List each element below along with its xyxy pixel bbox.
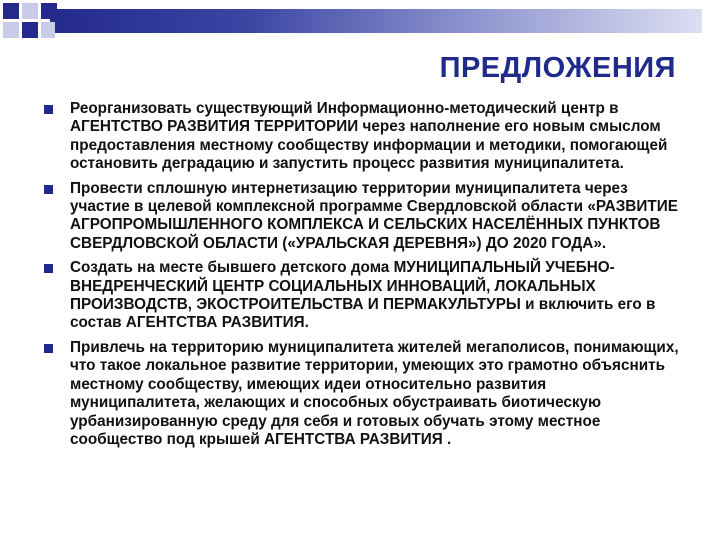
- square-bullet-icon: [44, 185, 53, 194]
- decorative-square: [22, 3, 38, 19]
- list-item: [40, 180, 680, 254]
- bullet-list: [40, 100, 680, 455]
- decorative-square: [41, 22, 55, 38]
- square-bullet-icon: [44, 105, 53, 114]
- list-item: [40, 100, 680, 174]
- square-bullet-icon: [44, 264, 53, 273]
- list-item: [40, 259, 680, 333]
- bullet-text: Провести сплошную интернетизацию территории муниципалитета через участие в целевой комплексной программе Свердловской области «РАЗВИТИЕ АГРОПРОМЫШЛЕННОГО КОМПЛЕКСА И СЕЛЬСКИХ НАСЕЛЁННЫХ ПУНКТОВ СВЕРДЛОВСКОЙ ОБЛАСТИ («УРАЛЬСКАЯ ДЕРЕВНЯ») ДО 2020 ГОДА».: [70, 179, 678, 252]
- decorative-square: [41, 3, 57, 19]
- decorative-square: [3, 22, 19, 38]
- list-item: [40, 339, 680, 449]
- bullet-text: Реорганизовать существующий Информационно-методический центр в АГЕНТСТВО РАЗВИТИЯ ТЕРРИТОРИИ через наполнение его новым смыслом предоставления местному сообществу информации и методики, помогающей остановить деградацию и запустить процесс развития муниципалитета.: [70, 100, 668, 173]
- decorative-square: [22, 22, 38, 38]
- header-banner: [50, 9, 702, 33]
- decorative-square: [3, 3, 19, 19]
- page-title: ПРЕДЛОЖЕНИЯ: [439, 52, 676, 84]
- bullet-text: Привлечь на территорию муниципалитета жителей мегаполисов, понимающих, что такое локальное развитие территории, умеющих это грамотно объяснить местному сообществу, имеющих идеи относительно развития муниципалитета, желающих и способных обустраивать биотическую урбанизированную среду для себя и готовых обучать этому местное сообщество под крышей АГЕНТСТВА РАЗВИТИЯ .: [70, 338, 679, 448]
- square-bullet-icon: [44, 344, 53, 353]
- bullet-text: Создать на месте бывшего детского дома МУНИЦИПАЛЬНЫЙ УЧЕБНО-ВНЕДРЕНЧЕСКИЙ ЦЕНТР СОЦИАЛЬНЫХ ИННОВАЦИЙ, ЛОКАЛЬНЫХ ПРОИЗВОДСТВ, ЭКОСТРОИТЕЛЬСТВА И ПЕРМАКУЛЬТУРЫ и включить его в состав АГЕНТСТВА РАЗВИТИЯ.: [70, 259, 656, 332]
